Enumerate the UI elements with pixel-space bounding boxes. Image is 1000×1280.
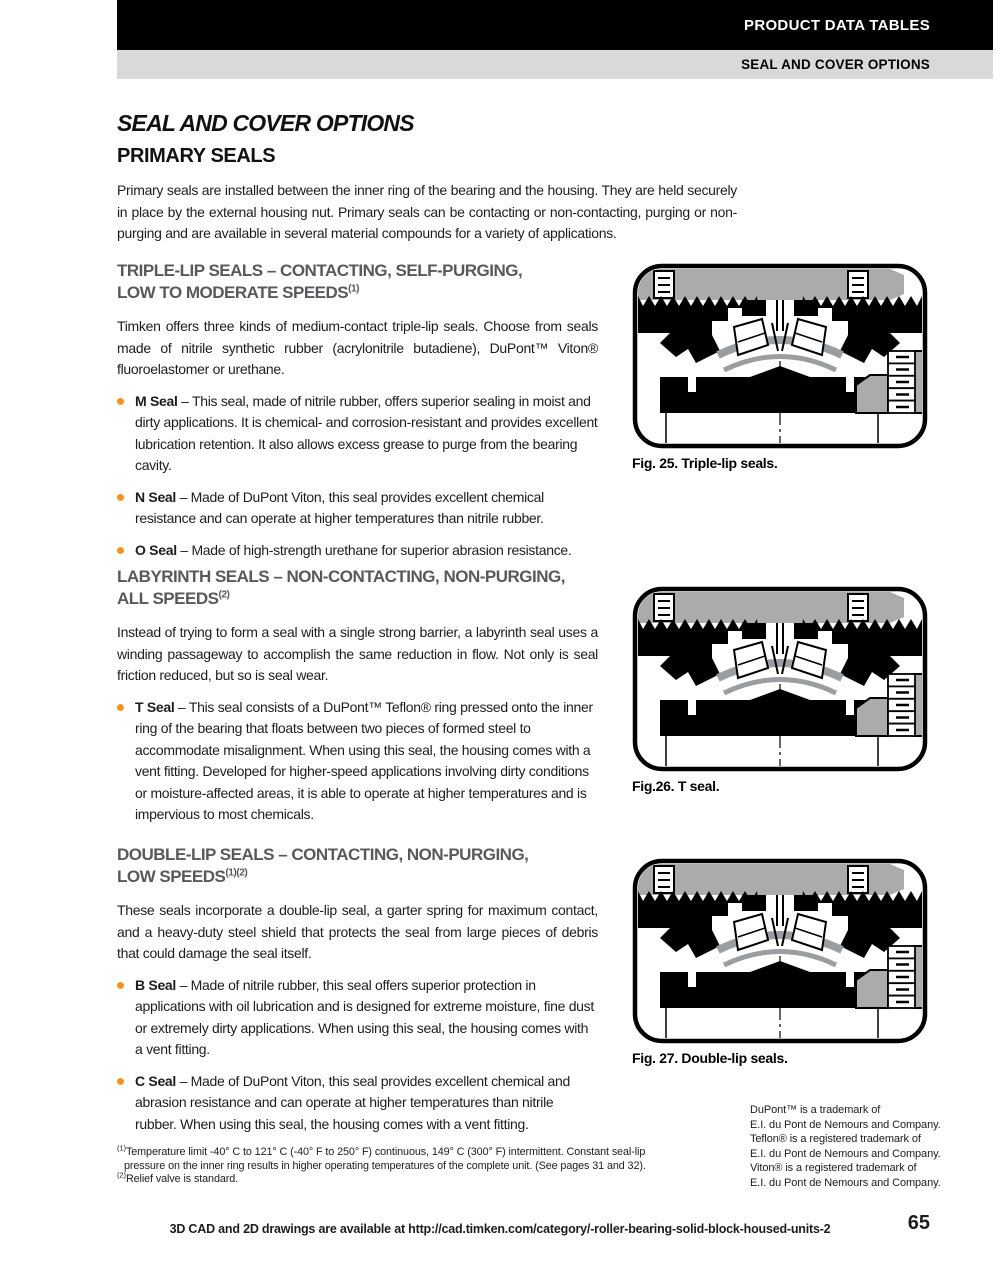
trademark-line: E.I. du Pont de Nemours and Company. bbox=[750, 1147, 941, 1160]
intro-paragraph: Primary seals are installed between the inner ring of the bearing and the housing. They are held securely in place by the external housing nut. Primary seals can be contacting or non-contacting, purging or non-purging and are available in several material compounds for a variety of applications. bbox=[117, 182, 737, 241]
page-number: 65 bbox=[907, 1212, 930, 1234]
bullet-icon bbox=[117, 1078, 124, 1085]
footnote-1: $^{(1)}$Temperature limit -40° C to 121° C (-40° F to 250° F) continuous, 149° C (300° F) intermittent. Constant seal-lip pressure on the inner ring results in higher operating temperatures of the complete unit. (See pages 31 and 32). bbox=[117, 1143, 646, 1172]
section-body: These seals incorporate a double-lip seal, a garter spring for maximum contact, and a heavy-duty steel shield that protects the seal from large pieces of debris that could damage the seal itself. bbox=[117, 902, 598, 961]
page-title: SEAL AND COVER OPTIONS bbox=[117, 110, 414, 136]
figure-caption: Fig. 25. Triple-lip seals. bbox=[632, 455, 778, 471]
bullet-list bbox=[117, 975, 598, 1136]
trademark-line: DuPont™ is a trademark of bbox=[750, 1104, 881, 1116]
footer-note: 3D CAD and 2D drawings are available at http://cad.timken.com/category/-roller-bearing-solid-block-housed-units-2 bbox=[169, 1222, 831, 1236]
section-triple-lip-seals bbox=[117, 260, 598, 561]
bullet-icon bbox=[117, 547, 124, 554]
bearing-cross-section-diagram bbox=[632, 586, 928, 772]
bullet-icon bbox=[117, 704, 124, 711]
seal-name: B Seal bbox=[135, 976, 176, 993]
figure-caption: Fig. 27. Double-lip seals. bbox=[632, 1050, 788, 1066]
trademark-line: Teflon® is a registered trademark of bbox=[750, 1133, 921, 1145]
seal-name: N Seal bbox=[135, 488, 176, 505]
header-sub-label: SEAL AND COVER OPTIONS bbox=[741, 57, 930, 72]
section-body: Timken offers three kinds of medium-contact triple-lip seals. Choose from seals made of nitrile synthetic rubber (acrylonitrile butadiene), DuPont™ Viton® fluoroelastomer or urethane. bbox=[117, 318, 598, 377]
figure-caption: Fig.26. T seal. bbox=[632, 778, 720, 794]
figure-27 bbox=[632, 858, 928, 1066]
bullet-list bbox=[117, 391, 598, 562]
bullet-icon bbox=[117, 982, 124, 989]
section-double-lip-seals bbox=[117, 844, 598, 1135]
seal-name: T Seal bbox=[135, 698, 175, 715]
header-top-label: PRODUCT DATA TABLES bbox=[744, 16, 930, 34]
bearing-cross-section-diagram bbox=[632, 858, 928, 1044]
list-item-m-seal: M Seal – This seal, made of nitrile rubber, offers superior sealing in moist and dirty applications. It is chemical- and corrosion-resistant and provides excellent lubrication retention. It also allows excess grease to purge from the bearing cavity. bbox=[117, 391, 598, 477]
header-bar-gray bbox=[117, 50, 993, 79]
seal-name: O Seal bbox=[135, 541, 177, 558]
section-heading: DOUBLE-LIP SEALS – CONTACTING, NON-PURGING, LOW $SPEEDS^{(1)(2)}$ bbox=[117, 845, 529, 886]
header-bar-black bbox=[117, 0, 993, 50]
footnote-ref: (2) bbox=[218, 589, 230, 601]
trademark-line: E.I. du Pont de Nemours and Company. bbox=[750, 1176, 941, 1189]
bullet-icon bbox=[117, 494, 124, 501]
list-item-o-seal: O Seal – Made of high-strength urethane for superior abrasion resistance. bbox=[117, 540, 598, 562]
list-item-t-seal: T Seal – This seal consists of a DuPont™ Teflon® ring pressed onto the inner ring of the bearing that floats between two pieces of formed steel to accommodate misalignment. When using this seal, the housing comes with a vent fitting. Developed for higher-speed applications involving dirty conditions or moisture-affected areas, it is able to operate at higher temperatures and is impervious to most chemicals. bbox=[117, 697, 598, 826]
seal-name: C Seal bbox=[135, 1072, 176, 1089]
list-item-b-seal: B Seal – Made of nitrile rubber, this seal offers superior protection in applications with oil lubrication and is designed for extreme moisture, fine dust or extremely dirty applications. When using this seal, the housing comes with a vent fitting. bbox=[117, 975, 598, 1061]
footnotes bbox=[117, 1143, 689, 1187]
section-labyrinth-seals bbox=[117, 566, 598, 826]
bullet-icon bbox=[117, 398, 124, 405]
section-body: Instead of trying to form a seal with a single strong barrier, a labyrinth seal uses a winding passageway to accomplish the same reduction in flow. Not only is seal friction reduced, but so is seal wear. bbox=[117, 624, 598, 683]
trademark-notes bbox=[750, 1103, 941, 1190]
page-subtitle: PRIMARY SEALS bbox=[117, 145, 276, 167]
list-item-c-seal: C Seal – Made of DuPont Viton, this seal provides excellent chemical and abrasion resistance and can operate at higher temperatures than nitrile rubber. When using this seal, the housing comes with a vent fitting. bbox=[117, 1071, 598, 1136]
footnote-2: $^{(2)}$Relief valve is standard. bbox=[117, 1170, 239, 1185]
figure-25 bbox=[632, 263, 928, 471]
footnote-ref: (1) bbox=[348, 283, 360, 295]
trademark-line: E.I. du Pont de Nemours and Company. bbox=[750, 1118, 941, 1131]
seal-name: M Seal bbox=[135, 392, 178, 409]
list-item-n-seal: N Seal – Made of DuPont Viton, this seal provides excellent chemical resistance and can operate at higher temperatures than nitrile rubber. bbox=[117, 487, 598, 530]
bearing-cross-section-diagram bbox=[632, 263, 928, 449]
bullet-list bbox=[117, 697, 598, 826]
trademark-line: Viton® is a registered trademark of bbox=[750, 1162, 917, 1174]
footnote-ref: (1)(2) bbox=[225, 867, 248, 879]
section-heading: TRIPLE-LIP SEALS – CONTACTING, SELF-PURGING, LOW TO MODERATE SPEEDS$^{(1)}$ bbox=[117, 261, 523, 302]
section-heading: LABYRINTH SEALS – NON-CONTACTING, NON-PURGING, ALL SPEEDS$^{(2)}$ bbox=[117, 567, 565, 608]
figure-26 bbox=[632, 586, 928, 794]
